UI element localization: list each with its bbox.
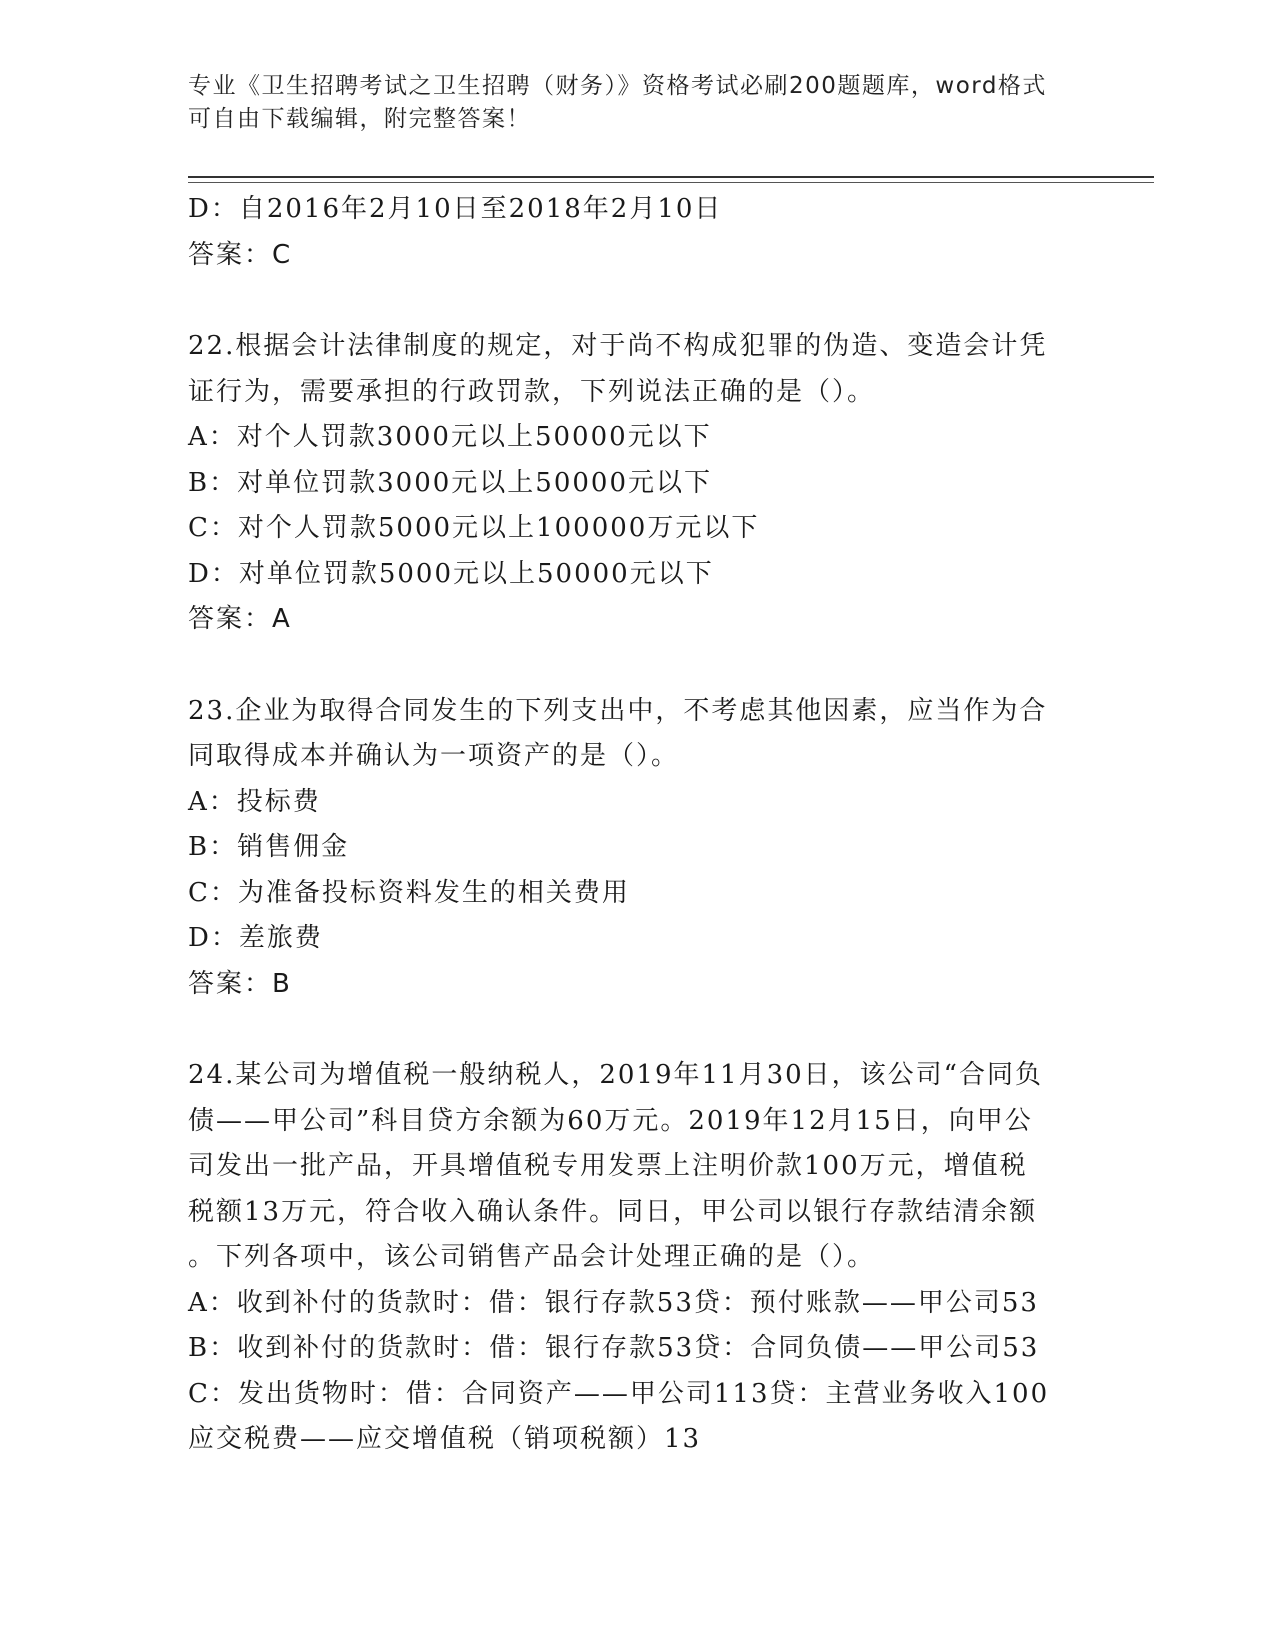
question-24-option-c-continued: 应交税费——应交增值税（销项税额）13 (188, 1424, 702, 1454)
question-22-stem-line-2: 证行为，需要承担的行政罚款，下列说法正确的是（）。 (188, 376, 876, 407)
question-content (188, 187, 1088, 1463)
question-22-stem-line-1: 22.根据会计法律制度的规定，对于尚不构成犯罪的伪造、变造会计凭 (188, 331, 1048, 361)
question-22-option-d: D：对单位罚款5000元以上50000元以下 (188, 558, 714, 589)
question-23-option-b: B：销售佣金 (188, 832, 350, 862)
question-23 (188, 689, 1088, 1008)
question-22 (188, 324, 1088, 643)
prev-option-d: D：自2016年2月10日至2018年2月10日 (188, 194, 723, 224)
question-23-stem-line-2: 同取得成本并确认为一项资产的是（）。 (188, 741, 680, 771)
question-24 (188, 1053, 1088, 1463)
question-24-stem-line-1: 24.某公司为增值税一般纳税人，2019年11月30日，该公司“合同负 (188, 1060, 1043, 1090)
header-rule-thin (188, 182, 1154, 183)
question-24-stem-line-2: 债——甲公司”科目贷方余额为60万元。2019年12月15日，向甲公 (188, 1105, 1033, 1136)
question-24-option-b: B：收到补付的货款时：借：银行存款53贷：合同负债——甲公司53 (188, 1333, 1040, 1363)
question-22-option-c: C：对个人罚款5000元以上100000万元以下 (188, 513, 760, 543)
question-24-option-a: A：收到补付的货款时：借：银行存款53贷：预付账款——甲公司53 (188, 1287, 1039, 1318)
document-header (188, 70, 1068, 136)
question-24-option-c: C：发出货物时：借：合同资产——甲公司113贷：主营业务收入100 (188, 1378, 1050, 1409)
spacer (188, 278, 1088, 324)
question-22-option-a: A：对个人罚款3000元以上50000元以下 (188, 422, 712, 452)
header-line-2: 可自由下载编辑，附完整答案！ (188, 106, 531, 132)
spacer (188, 643, 1088, 689)
question-23-option-c: C：为准备投标资料发生的相关费用 (188, 877, 630, 908)
question-22-option-b: B：对单位罚款3000元以上50000元以下 (188, 467, 712, 498)
question-23-stem-line-1: 23.企业为取得合同发生的下列支出中，不考虑其他因素，应当作为合 (188, 695, 1048, 726)
header-rule-thick (188, 176, 1154, 178)
prev-answer: 答案：C (188, 239, 293, 270)
question-24-stem-line-3: 司发出一批产品，开具增值税专用发票上注明价款100万元，增值税 (188, 1151, 1028, 1181)
question-24-stem-line-4: 税额13万元，符合收入确认条件。同日，甲公司以银行存款结清余额 (188, 1196, 1038, 1227)
question-23-option-d: D：差旅费 (188, 923, 323, 953)
question-22-answer: 答案：A (188, 604, 292, 634)
question-23-option-a: A：投标费 (188, 786, 321, 817)
question-24-stem-line-5: 。下列各项中，该公司销售产品会计处理正确的是（）。 (188, 1242, 876, 1272)
spacer (188, 1007, 1088, 1053)
header-line-1: 专业《卫生招聘考试之卫生招聘（财务）》资格考试必刷200题题库，word格式 (188, 73, 1047, 99)
question-23-answer: 答案：B (188, 968, 292, 999)
